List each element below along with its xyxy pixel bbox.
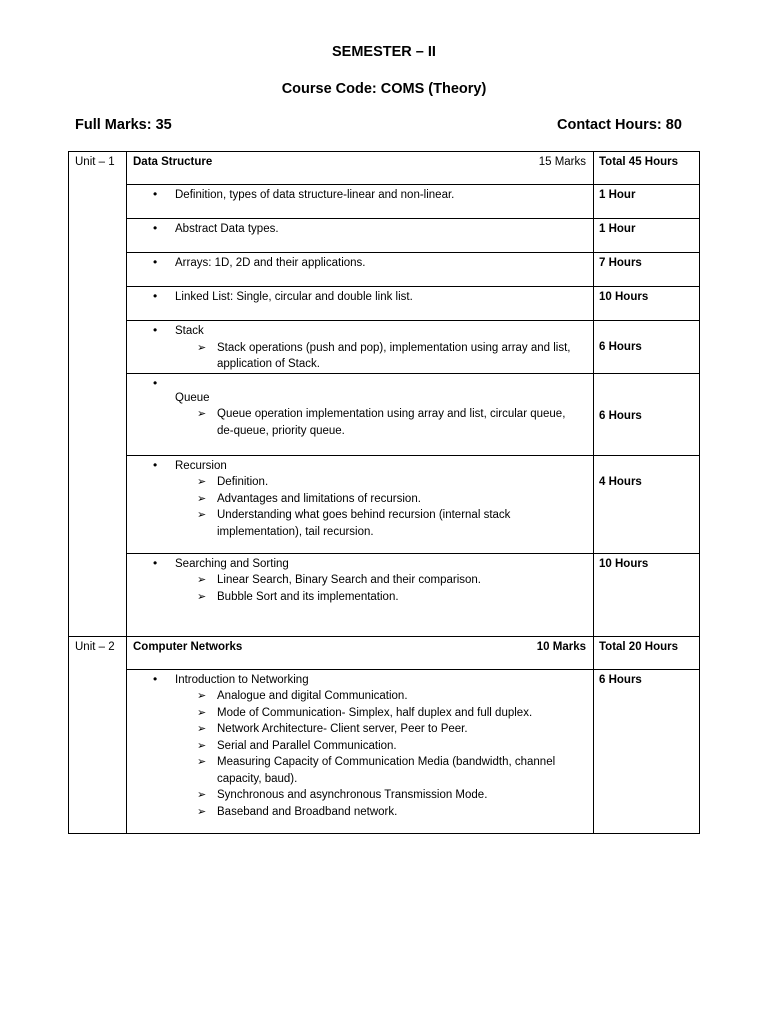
topic-row	[69, 669, 700, 833]
topic-hours: 6 Hours	[599, 341, 642, 353]
topic-hours: 7 Hours	[599, 257, 642, 269]
topic-hours: 10 Hours	[599, 291, 649, 303]
topic-cell	[127, 455, 594, 553]
topic-cell	[127, 553, 594, 636]
syllabus-table	[68, 151, 700, 834]
topic-text: • Definition, types of data structure-linear and non-linear.	[127, 185, 593, 204]
subtopic-text: ➢ Synchronous and asynchronous Transmission Mode.	[127, 787, 593, 804]
subtopic-text: ➢ Measuring Capacity of Communication Media (bandwidth, channel capacity, baud).	[127, 754, 593, 787]
topic-text: • Arrays: 1D, 2D and their applications.	[127, 253, 593, 272]
unit-header-row	[69, 636, 700, 669]
topic-hours-cell	[594, 253, 700, 287]
unit-label-cell	[69, 152, 127, 637]
topic-hours: 4 Hours	[599, 475, 642, 488]
topic-cell	[127, 321, 594, 374]
topic-hours-cell	[594, 553, 700, 636]
unit-marks: 10 Marks	[536, 640, 586, 653]
unit-title-cell	[127, 152, 594, 185]
topic-hours-cell	[594, 321, 700, 374]
topic-hours: 6 Hours	[599, 673, 642, 686]
unit-title: Computer Networks	[133, 640, 243, 653]
subtopic-text: ➢ Definition.	[127, 474, 593, 491]
topic-text: • Linked List: Single, circular and double link list.	[127, 287, 593, 306]
subtopic-text: ➢ Network Architecture- Client server, Peer to Peer.	[127, 721, 593, 738]
topic-hours: 6 Hours	[599, 409, 642, 422]
topic-hours: 1 Hour	[599, 189, 636, 201]
subtopic-text: ➢ Queue operation implementation using array and list, circular queue, de-queue, priority queue.	[127, 406, 593, 439]
unit-heading	[127, 152, 593, 171]
subtopic-text: ➢ Analogue and digital Communication.	[127, 688, 593, 705]
topic-text: • Recursion	[127, 456, 593, 475]
unit-label: Unit – 1	[75, 156, 115, 168]
semester-title: SEMESTER – II	[332, 44, 436, 60]
unit-label-cell	[69, 636, 127, 833]
syllabus-table-body	[69, 152, 700, 834]
unit-title-cell	[127, 636, 594, 669]
unit-total-hours-cell	[594, 152, 700, 185]
unit-marks: 15 Marks	[538, 156, 586, 168]
topic-text: • Queue	[127, 374, 593, 407]
topic-hours-cell	[594, 287, 700, 321]
topic-hours: 1 Hour	[599, 223, 636, 235]
course-code: Course Code: COMS (Theory)	[281, 81, 487, 97]
topic-row	[69, 253, 700, 287]
contact-hours: Contact Hours: 80	[557, 117, 682, 133]
unit-total-hours: Total 20 Hours	[599, 640, 679, 653]
topic-hours-cell	[594, 185, 700, 219]
unit-total-hours-cell	[594, 636, 700, 669]
subtopic-text: ➢ Baseband and Broadband network.	[127, 804, 593, 821]
topic-cell	[127, 253, 594, 287]
unit-label: Unit – 2	[75, 640, 115, 653]
subtopic-text: ➢ Linear Search, Binary Search and their comparison.	[127, 572, 593, 589]
topic-text: • Abstract Data types.	[127, 219, 593, 238]
topic-cell	[127, 219, 594, 253]
topic-cell	[127, 373, 594, 455]
topic-cell	[127, 287, 594, 321]
topic-row	[69, 185, 700, 219]
topic-cell	[127, 185, 594, 219]
topic-hours: 10 Hours	[599, 557, 649, 570]
topic-row	[69, 455, 700, 553]
topic-row	[69, 219, 700, 253]
topic-hours-cell	[594, 455, 700, 553]
unit-title: Data Structure	[133, 156, 213, 168]
topic-text: • Introduction to Networking	[127, 670, 593, 689]
unit-heading	[127, 637, 593, 656]
topic-row	[69, 553, 700, 636]
subtopic-text: ➢ Stack operations (push and pop), implementation using array and list, application of Stack.	[127, 340, 593, 373]
topic-text: • Searching and Sorting	[127, 554, 593, 573]
topic-hours-cell	[594, 669, 700, 833]
subtopic-text: ➢ Serial and Parallel Communication.	[127, 738, 593, 755]
topic-hours-cell	[594, 219, 700, 253]
topic-hours-cell	[594, 373, 700, 455]
topic-row	[69, 373, 700, 455]
topic-text: • Stack	[127, 321, 593, 340]
unit-header-row	[69, 152, 700, 185]
subtopic-text: ➢ Bubble Sort and its implementation.	[127, 589, 593, 606]
unit-total-hours: Total 45 Hours	[599, 156, 679, 168]
topic-cell	[127, 669, 594, 833]
topic-row	[69, 321, 700, 374]
subtopic-text: ➢ Advantages and limitations of recursion.	[127, 491, 593, 508]
subtopic-text: ➢ Understanding what goes behind recursion (internal stack implementation), tail recursion.	[127, 507, 593, 540]
topic-row	[69, 287, 700, 321]
full-marks: Full Marks: 35	[75, 117, 172, 133]
subtopic-text: ➢ Mode of Communication- Simplex, half duplex and full duplex.	[127, 705, 593, 722]
